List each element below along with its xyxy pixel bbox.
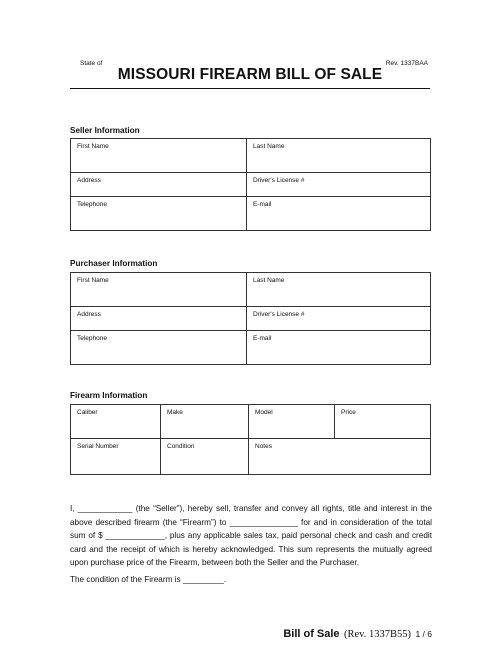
revision-label: Rev. 1337BAA (385, 60, 428, 67)
purchaser-drivers-license-field[interactable] (247, 307, 431, 331)
footer-title: Bill of Sale (283, 628, 340, 640)
firearm-condition-field[interactable] (161, 439, 249, 475)
firearm-caliber-field[interactable] (71, 405, 161, 439)
firearm-serial-number-field[interactable] (71, 439, 161, 475)
footer-revision: (Rev. 1337B55) (344, 629, 411, 640)
state-label: State of (80, 60, 103, 67)
purchaser-telephone-field[interactable] (71, 331, 247, 365)
firearm-condition-label: Condition (167, 443, 195, 450)
firearm-table (70, 404, 431, 475)
seller-email-label: E-mail (253, 201, 272, 208)
seller-email-field[interactable] (247, 197, 431, 231)
purchaser-last-name-label: Last Name (253, 277, 285, 284)
purchaser-first-name-field[interactable] (71, 273, 247, 307)
seller-first-name-field[interactable] (71, 139, 247, 173)
purchaser-table (70, 272, 431, 365)
purchaser-telephone-label: Telephone (77, 335, 107, 342)
firearm-price-field[interactable] (335, 405, 431, 439)
purchaser-address-field[interactable] (71, 307, 247, 331)
firearm-notes-field[interactable] (249, 439, 431, 475)
seller-telephone-label: Telephone (77, 201, 107, 208)
firearm-heading: Firearm Information (70, 391, 148, 400)
firearm-price-label: Price (341, 409, 356, 416)
condition-statement: The condition of the Firearm is _________. (70, 575, 227, 584)
purchaser-last-name-field[interactable] (247, 273, 431, 307)
firearm-serial-number-label: Serial Number (77, 443, 119, 450)
purchaser-email-label: E-mail (253, 335, 272, 342)
purchaser-email-field[interactable] (247, 331, 431, 365)
document-title: MISSOURI FIREARM BILL OF SALE (117, 66, 383, 83)
firearm-model-field[interactable] (249, 405, 335, 439)
footer (283, 624, 432, 642)
seller-address-field[interactable] (71, 173, 247, 197)
seller-last-name-field[interactable] (247, 139, 431, 173)
seller-first-name-label: First Name (77, 143, 109, 150)
seller-telephone-field[interactable] (71, 197, 247, 231)
firearm-make-field[interactable] (161, 405, 249, 439)
firearm-make-label: Make (167, 409, 183, 416)
page-number: 1 / 6 (415, 629, 432, 639)
firearm-notes-label: Notes (255, 443, 272, 450)
purchaser-address-label: Address (77, 311, 101, 318)
seller-drivers-license-label: Driver's License # (253, 177, 305, 184)
purchaser-first-name-label: First Name (77, 277, 109, 284)
seller-heading: Seller Information (70, 126, 140, 135)
sale-statement-paragraph: I, ____________ (the “Seller”), hereby sell, transfer and convey all rights, title and interest in the above described firearm (the “Firearm”) to _______________ for and in consideration of the total sum of $ _____________, plus any applicable sales tax, paid personal check and cash and credit card and the receipt of which is hereby acknowledged. This sum represents the mutually agreed upon purchase price of the Firearm, between both the Seller and the Purchaser. (70, 504, 432, 568)
firearm-model-label: Model (255, 409, 273, 416)
seller-last-name-label: Last Name (253, 143, 285, 150)
purchaser-drivers-license-label: Driver's License # (253, 311, 305, 318)
purchaser-heading: Purchaser Information (70, 259, 158, 268)
firearm-caliber-label: Caliber (77, 409, 98, 416)
title-rule (70, 88, 430, 89)
seller-address-label: Address (77, 177, 101, 184)
seller-table (70, 138, 431, 231)
seller-drivers-license-field[interactable] (247, 173, 431, 197)
